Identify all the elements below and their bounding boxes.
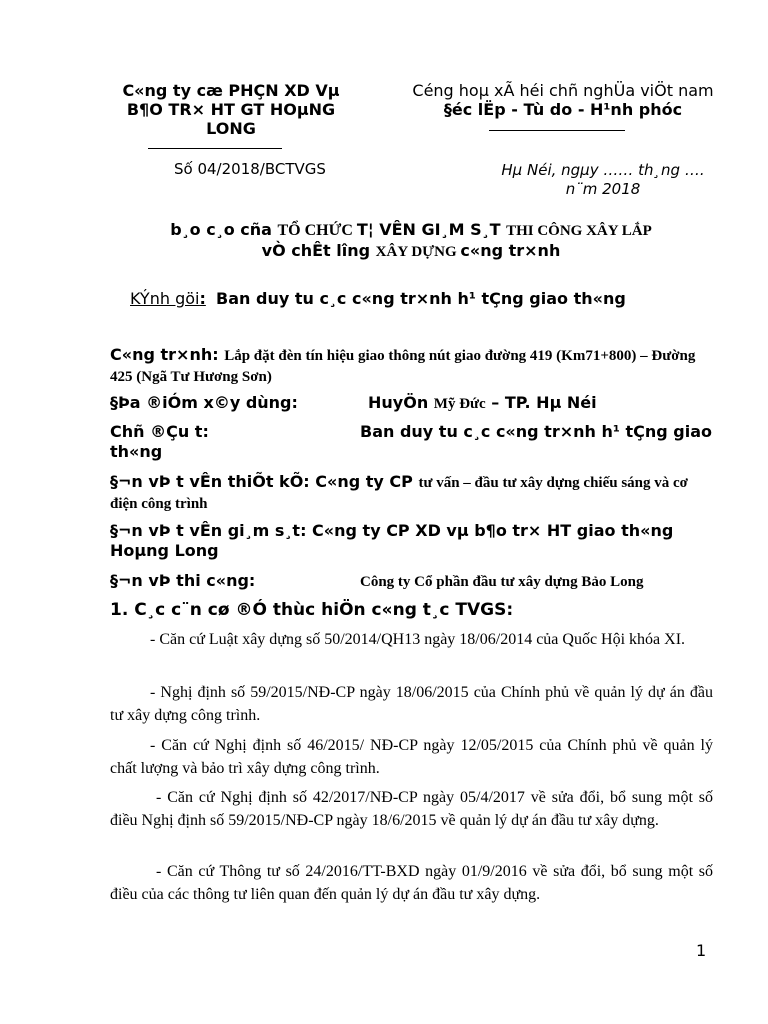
recipient-colon: : (199, 289, 206, 308)
paragraph-text: - Căn cứ Nghị định số 46/2015/ NĐ-CP ngày 12/05/2015 của Chính phủ về quản lý chất lượng và bảo trì xây dựng công trình. (110, 737, 713, 777)
date-line-2: n¨m 2018 (565, 180, 641, 198)
national-motto-block (386, 81, 740, 119)
supervision-consultant-label: §¬n vÞ t vÊn gi¸m s¸t: (110, 521, 307, 540)
supervision-consultant-row (110, 521, 713, 561)
company-name-line1: C«ng ty cæ PHÇN XD Vµ (122, 81, 340, 100)
project-value: Lắp đặt đèn tín hiệu giao thông nút giao đường 419 (Km71+800) – Đường 425 (Ngã Tư Hương Sơn) (110, 348, 696, 385)
title-part: b¸o c¸o cña (170, 220, 278, 239)
report-title-line1 (96, 220, 726, 241)
recipient-line (130, 289, 626, 309)
date-line (458, 161, 748, 199)
national-title: Céng hoµ xÃ héi chñ nghÜa viÖt nam (412, 81, 714, 100)
paragraph (110, 786, 713, 832)
paragraph-text: - Căn cứ Thông tư số 24/2016/TT-BXD ngày 01/9/2016 về sửa đổi, bổ sung một số điều của các thông tư liên quan đến quản lý dự án đầu tư xây dựng. (110, 863, 713, 903)
supervision-consultant-value: C«ng ty CP XD vµ b¶o tr× HT giao th«ng Hoµng Long (110, 521, 674, 560)
paragraph (110, 860, 713, 906)
paragraph-text: - Căn cứ Nghị định số 42/2017/NĐ-CP ngày 05/4/2017 về sửa đổi, bổ sung một số điều Nghị định số 59/2015/NĐ-CP ngày 18/6/2015 về quản lý dự án đầu tư xây dựng. (110, 789, 713, 829)
paragraph (110, 734, 713, 780)
design-consultant-label: §¬n vÞ t vÊn thiÕt kÕ: (110, 472, 310, 491)
page-number: 1 (696, 941, 707, 960)
title-part: c«ng tr×nh (460, 241, 561, 260)
project-label: C«ng tr×nh: (110, 345, 219, 364)
location-part: Mỹ Đức (433, 396, 486, 412)
recipient-value: Ban duy tu c¸c c«ng tr×nh h¹ tÇng giao th«ng (216, 289, 626, 308)
project-row (110, 345, 713, 387)
location-part: – TP. Hµ Néi (485, 393, 597, 412)
title-part: THI CÔNG XÂY LẮP (506, 223, 652, 239)
location-row (110, 393, 713, 414)
company-name-line2: B¶O TR× HT GT HOµNG (126, 100, 336, 119)
location-part: HuyÖn (368, 393, 434, 412)
design-consultant-part: tư vấn – đầu tư xây dựng chiếu sáng và cơ điện công trình (110, 475, 688, 512)
report-title (96, 220, 726, 262)
national-motto: §éc lËp - Tù do - H¹nh phóc (443, 100, 683, 119)
title-part: TỔ CHỨC (277, 222, 357, 239)
contractor-value: Công ty Cổ phần đầu tư xây dựng Bảo Long (360, 574, 644, 590)
investor-label: Chñ ®Çu t: (110, 422, 209, 441)
title-part: T¦ VÊN GI¸M S¸T (356, 220, 507, 239)
design-consultant-part: C«ng ty CP (315, 472, 419, 491)
company-name-block (96, 81, 366, 138)
company-underline (148, 148, 282, 149)
date-line-1: Hµ Néi, ngµy …… th¸ng …. (501, 161, 705, 179)
company-name-line3: LONG (206, 119, 256, 138)
contractor-row (110, 571, 713, 592)
document-number: Số 04/2018/BCTVGS (174, 160, 326, 178)
section-1-heading: 1. C¸c c¨n cø ®Ó thùc hiÖn c«ng t¸c TVGS: (110, 600, 514, 620)
investor-row (110, 422, 713, 462)
location-label: §Þa ®iÓm x©y dùng: (110, 393, 298, 412)
paragraph (110, 628, 713, 651)
motto-underline (489, 130, 625, 131)
paragraph (110, 681, 713, 727)
design-consultant-row (110, 472, 713, 514)
paragraph-text: - Nghị định số 59/2015/NĐ-CP ngày 18/06/2015 của Chính phủ về quản lý dự án đầu tư xây dựng công trình. (110, 684, 713, 724)
contractor-label: §¬n vÞ thi c«ng: (110, 571, 256, 590)
title-part: vÒ chÊt lîng (261, 241, 376, 260)
investor-value: Ban duy tu c¸c c«ng tr×nh h¹ tÇng giao th«ng (110, 422, 712, 461)
report-title-line2 (96, 241, 726, 262)
paragraph-text: - Căn cứ Luật xây dựng số 50/2014/QH13 ngày 18/06/2014 của Quốc Hội khóa XI. (150, 631, 686, 648)
recipient-label: KÝnh göi (130, 289, 200, 308)
title-part: XÂY DỰNG (375, 244, 461, 260)
